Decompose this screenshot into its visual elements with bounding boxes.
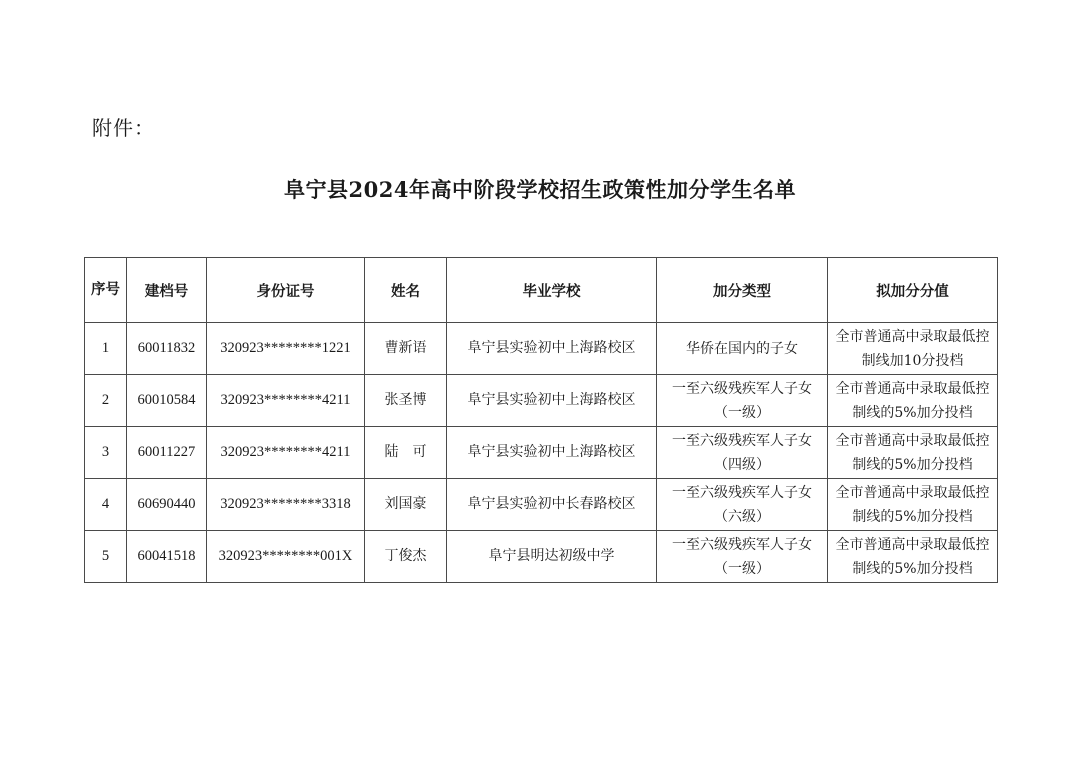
header-file-no: 建档号 [127,258,207,323]
cell-bonus-value: 全市普通高中录取最低控制线加10分投档 [828,323,998,375]
header-name: 姓名 [365,258,447,323]
table-row [85,479,998,531]
cell-name: 张圣博 [365,375,447,427]
cell-bonus-value: 全市普通高中录取最低控制线的5%加分投档 [828,531,998,583]
header-id-no: 身份证号 [207,258,365,323]
table-row [85,375,998,427]
table-header-row [85,258,998,323]
cell-bonus-value: 全市普通高中录取最低控制线的5%加分投档 [828,375,998,427]
cell-school: 阜宁县实验初中长春路校区 [447,479,657,531]
cell-bonus-type: 一至六级残疾军人子女（一级） [657,375,828,427]
header-index: 序号 [85,258,127,323]
header-bonus-value: 拟加分分值 [828,258,998,323]
cell-school: 阜宁县实验初中上海路校区 [447,375,657,427]
cell-file-no: 60690440 [127,479,207,531]
cell-bonus-type: 华侨在国内的子女 [657,323,828,375]
cell-file-no: 60011832 [127,323,207,375]
cell-index: 5 [85,531,127,583]
cell-file-no: 60041518 [127,531,207,583]
student-list-table [84,257,998,583]
cell-bonus-value: 全市普通高中录取最低控制线的5%加分投档 [828,479,998,531]
attachment-label: 附件： [92,116,155,140]
cell-index: 4 [85,479,127,531]
cell-index: 1 [85,323,127,375]
cell-school: 阜宁县明达初级中学 [447,531,657,583]
table-row [85,323,998,375]
table-row [85,531,998,583]
cell-school: 阜宁县实验初中上海路校区 [447,427,657,479]
cell-index: 2 [85,375,127,427]
cell-id-no: 320923********001X [207,531,365,583]
header-school: 毕业学校 [447,258,657,323]
document-title: 阜宁县2024年高中阶段学校招生政策性加分学生名单 [284,177,796,202]
cell-id-no: 320923********4211 [207,427,365,479]
cell-bonus-value: 全市普通高中录取最低控制线的5%加分投档 [828,427,998,479]
cell-id-no: 320923********4211 [207,375,365,427]
cell-name: 曹新语 [365,323,447,375]
cell-file-no: 60011227 [127,427,207,479]
cell-bonus-type: 一至六级残疾军人子女（六级） [657,479,828,531]
cell-name: 刘国豪 [365,479,447,531]
header-bonus-type: 加分类型 [657,258,828,323]
cell-index: 3 [85,427,127,479]
cell-name: 陆 可 [365,427,447,479]
cell-id-no: 320923********3318 [207,479,365,531]
cell-school: 阜宁县实验初中上海路校区 [447,323,657,375]
cell-bonus-type: 一至六级残疾军人子女（一级） [657,531,828,583]
cell-file-no: 60010584 [127,375,207,427]
cell-id-no: 320923********1221 [207,323,365,375]
cell-name: 丁俊杰 [365,531,447,583]
cell-bonus-type: 一至六级残疾军人子女（四级） [657,427,828,479]
table-row [85,427,998,479]
